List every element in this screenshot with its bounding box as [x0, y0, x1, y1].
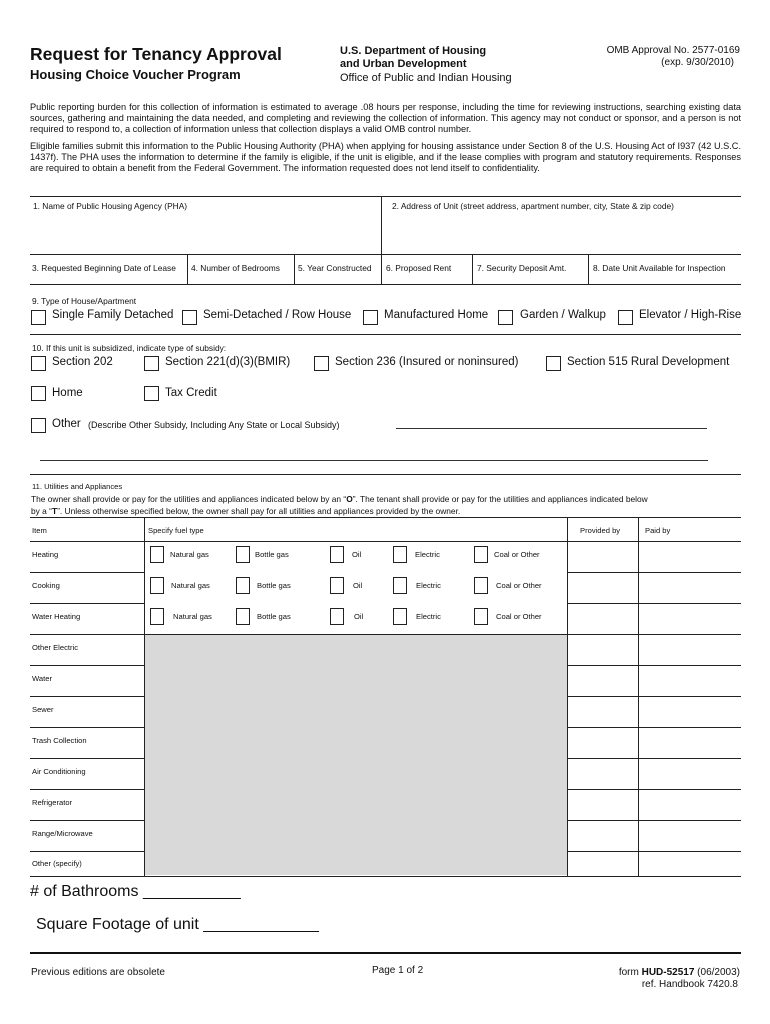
- unit-address-input[interactable]: [383, 213, 739, 253]
- checkbox-section-236[interactable]: [314, 356, 329, 371]
- row-refrigerator: Refrigerator: [32, 798, 73, 807]
- footer-obsolete-note: Previous editions are obsolete: [31, 967, 165, 978]
- water-heating-oil-label: Oil: [354, 612, 364, 621]
- heating-electric-label: Electric: [415, 550, 440, 559]
- col-fuel-type: Specify fuel type: [148, 526, 204, 535]
- cooking-oil-checkbox[interactable]: [330, 577, 344, 594]
- heating-coal-label: Coal or Other: [494, 550, 540, 559]
- other-subsidy-line-1[interactable]: [396, 428, 707, 429]
- water-heating-natural-gas-checkbox[interactable]: [150, 608, 164, 625]
- checkbox-semi-detached[interactable]: [182, 310, 197, 325]
- checkbox-elevator[interactable]: [618, 310, 633, 325]
- cooking-natural-gas-label: Natural gas: [171, 581, 210, 590]
- col-provided-by: Provided by: [580, 526, 621, 535]
- checkbox-single-family[interactable]: [31, 310, 46, 325]
- water-heating-natural-gas-label: Natural gas: [173, 612, 212, 621]
- water-heating-bottle-gas-label: Bottle gas: [257, 612, 291, 621]
- water-heating-oil-checkbox[interactable]: [330, 608, 344, 625]
- option-home: Home: [52, 387, 83, 399]
- cooking-electric-label: Electric: [416, 581, 441, 590]
- field-bedrooms-label: 4. Number of Bedrooms: [191, 263, 280, 273]
- field-unit-address-label: 2. Address of Unit (street address, apartment number, city, State & zip code): [392, 201, 674, 211]
- option-garden-walkup: Garden / Walkup: [520, 309, 606, 321]
- dept-line1: U.S. Department of Housing: [340, 45, 487, 57]
- footer-reference: ref. Handbook 7420.8: [641, 979, 738, 990]
- checkbox-section-202[interactable]: [31, 356, 46, 371]
- pha-name-input[interactable]: [31, 213, 379, 253]
- burden-statement: Public reporting burden for this collection of information is estimated to average .08 hours per response, including the time for reviewing instructions, searching existing data sources, gathering and maintaining the data needed, and completing and reviewing the collection of information. This agency may not conduct or sponsor, and a person is not required to respond to, a collection of information unless that collection displays a valid OMB control number.: [30, 102, 741, 135]
- cooking-coal-label: Coal or Other: [496, 581, 542, 590]
- option-other-subsidy: Other: [52, 418, 81, 430]
- heating-oil-checkbox[interactable]: [330, 546, 344, 563]
- cooking-coal-checkbox[interactable]: [474, 577, 488, 594]
- water-heating-coal-label: Coal or Other: [496, 612, 542, 621]
- row-sewer: Sewer: [32, 705, 54, 714]
- other-subsidy-description: (Describe Other Subsidy, Including Any State or Local Subsidy): [88, 420, 340, 430]
- heating-coal-checkbox[interactable]: [474, 546, 488, 563]
- bathrooms-field[interactable]: # of Bathrooms ___________: [30, 883, 241, 900]
- heating-natural-gas-label: Natural gas: [170, 550, 209, 559]
- option-elevator: Elevator / High-Rise: [639, 309, 742, 321]
- row-air-conditioning: Air Conditioning: [32, 767, 86, 776]
- cooking-bottle-gas-checkbox[interactable]: [236, 577, 250, 594]
- row-water: Water: [32, 674, 52, 683]
- eligibility-statement: Eligible families submit this information to the Public Housing Authority (PHA) when applying for housing assistance under Section 8 of the U.S. Housing Act of I937 (42 U.S.C. 1437f). The PHA uses the information to determine if the family is eligible, if the unit is eligible, and if the lease complies with program and statutory requirements. Responses are required to obtain a benefit from the Federal Government. The information requested does not lend itself to confidentiality.: [30, 141, 741, 174]
- row-water-heating: Water Heating: [32, 612, 81, 621]
- page-title: Request for Tenancy Approval: [30, 44, 282, 64]
- other-subsidy-line-2[interactable]: [40, 460, 708, 461]
- option-manufactured: Manufactured Home: [384, 309, 489, 321]
- field-pha-name-label: 1. Name of Public Housing Agency (PHA): [33, 201, 188, 211]
- dept-line2: and Urban Development: [340, 58, 467, 70]
- row-cooking: Cooking: [32, 581, 60, 590]
- checkbox-tax-credit[interactable]: [144, 386, 159, 401]
- omb-number: OMB Approval No. 2577-0169: [606, 45, 740, 56]
- option-single-family: Single Family Detached: [52, 309, 174, 321]
- heating-electric-checkbox[interactable]: [393, 546, 407, 563]
- option-section-515: Section 515 Rural Development: [567, 356, 730, 368]
- heating-bottle-gas-label: Bottle gas: [255, 550, 289, 559]
- page-subtitle: Housing Choice Voucher Program: [30, 67, 241, 82]
- checkbox-garden-walkup[interactable]: [498, 310, 513, 325]
- option-section-221: Section 221(d)(3)(BMIR): [165, 356, 291, 368]
- omb-expiration: (exp. 9/30/2010): [661, 57, 734, 68]
- footer-form-id: form HUD-52517 (06/2003): [618, 967, 740, 978]
- col-paid-by: Paid by: [645, 526, 671, 535]
- checkbox-home[interactable]: [31, 386, 46, 401]
- field-inspection-date-label: 8. Date Unit Available for Inspection: [593, 263, 726, 273]
- checkbox-section-515[interactable]: [546, 356, 561, 371]
- subsidy-label: 10. If this unit is subsidized, indicate type of subsidy:: [32, 343, 227, 353]
- row-heating: Heating: [32, 550, 59, 559]
- water-heating-electric-label: Electric: [416, 612, 441, 621]
- field-year-built-label: 5. Year Constructed: [298, 263, 372, 273]
- utilities-instructions-line2: by a “T”. Unless otherwise specified below, the owner shall pay for all utilities and appliances provided by the owner.: [31, 506, 461, 516]
- row-other-electric: Other Electric: [32, 643, 78, 652]
- water-heating-electric-checkbox[interactable]: [393, 608, 407, 625]
- checkbox-section-221[interactable]: [144, 356, 159, 371]
- cooking-natural-gas-checkbox[interactable]: [150, 577, 164, 594]
- option-section-202: Section 202: [52, 356, 113, 368]
- cooking-bottle-gas-label: Bottle gas: [257, 581, 291, 590]
- checkbox-manufactured[interactable]: [363, 310, 378, 325]
- heating-bottle-gas-checkbox[interactable]: [236, 546, 250, 563]
- heating-oil-label: Oil: [352, 550, 362, 559]
- option-semi-detached: Semi-Detached / Row House: [203, 309, 352, 321]
- row-range: Range/Microwave: [32, 829, 93, 838]
- cooking-electric-checkbox[interactable]: [393, 577, 407, 594]
- utilities-label: 11. Utilities and Appliances: [32, 482, 123, 491]
- col-item: Item: [32, 526, 47, 535]
- field-deposit-label: 7. Security Deposit Amt.: [477, 263, 567, 273]
- square-footage-field[interactable]: Square Footage of unit _____________: [36, 916, 319, 933]
- dept-line3: Office of Public and Indian Housing: [340, 72, 512, 84]
- house-type-label: 9. Type of House/Apartment: [32, 296, 137, 306]
- row-trash: Trash Collection: [32, 736, 87, 745]
- cooking-oil-label: Oil: [353, 581, 363, 590]
- footer-page-number: Page 1 of 2: [372, 965, 424, 976]
- heating-natural-gas-checkbox[interactable]: [150, 546, 164, 563]
- water-heating-bottle-gas-checkbox[interactable]: [236, 608, 250, 625]
- option-tax-credit: Tax Credit: [165, 387, 217, 399]
- utilities-instructions-line1: The owner shall provide or pay for the utilities and appliances indicated below by an “O”. The tenant shall provide or pay for the utilities and appliances indicated below: [31, 494, 648, 504]
- option-section-236: Section 236 (Insured or noninsured): [335, 356, 519, 368]
- row-other-specify: Other (specify): [32, 859, 82, 868]
- field-rent-label: 6. Proposed Rent: [386, 263, 452, 273]
- checkbox-other-subsidy[interactable]: [31, 418, 46, 433]
- water-heating-coal-checkbox[interactable]: [474, 608, 488, 625]
- field-lease-date-label: 3. Requested Beginning Date of Lease: [32, 263, 176, 273]
